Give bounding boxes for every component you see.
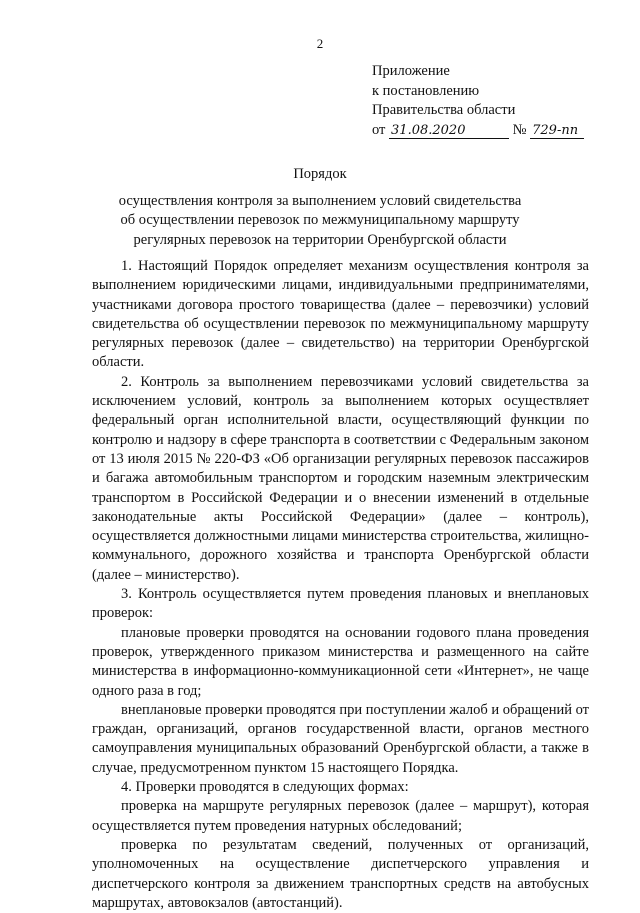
appendix-block [372, 62, 584, 140]
handwritten-number: 729-пп [530, 123, 584, 139]
paragraph: плановые проверки проводятся на основании годового плана проведения проверок, утвержденного приказом министерства и размещенного на сайте министерства в информационно-коммуникационной сети «Интернет», не чаще одного раза в год; [92, 624, 589, 699]
title-line-2: об осуществлении перевозок по межмуниципальному маршруту [120, 212, 520, 228]
number-prefix: № [512, 121, 527, 138]
paragraph: внеплановые проверки проводятся при поступлении жалоб и обращений от граждан, организаций, органов государственной власти, органов местного самоуправления муниципальных образований Оренбургской области, а также в случае, предусмотренном пунктом 15 настоящего Порядка. [92, 701, 590, 776]
page-number: 2 [316, 36, 324, 51]
paragraph: проверка по результатам сведений, полученных от организаций, уполномоченных на осуществление диспетчерского управления и диспетчерского контроля за движением транспортных средств на автобусных маршрутах, автовокзалов (автостанций). [92, 836, 589, 911]
appendix-date-row [372, 121, 584, 141]
appendix-line-2: к постановлению [372, 82, 480, 99]
title-heading: Порядок [293, 166, 347, 182]
paragraph: 2. Контроль за выполнением перевозчиками условий свидетельства за исключением условий, контроль за выполнением которых осуществляет федеральный орган исполнительной власти, осуществляющий функции по контролю и надзору в сфере транспорта в соответствии с Федеральным законом от 13 июля 2015 № 220-ФЗ «Об организации регулярных перевозок пассажиров и багажа автомобильным транспортом и городским наземным электрическим транспортом в Российской Федерации и о внесении изменений в отдельные законодательные акты Российской Федерации» (далее – контроль), осуществляется должностными лицами министерства строительства, жилищно-коммунального, дорожного хозяйства и транспорта Оренбургской области (далее – министерство). [92, 373, 589, 583]
document-body [92, 257, 589, 913]
appendix-line-3: Правительства области [372, 102, 516, 118]
document-title [0, 165, 640, 250]
date-prefix: от [372, 121, 386, 138]
paragraph: проверка на маршруте регулярных перевозок (далее – маршрут), которая осуществляется путем проведения натурных обследований; [92, 798, 589, 834]
paragraph: 1. Настоящий Порядок определяет механизм осуществления контроля за выполнением юридическими лицами, индивидуальными предпринимателями, участниками договора простого товарищества (далее – перевозчики) условий свидетельства об осуществлении перевозок по межмуниципальному маршруту регулярных перевозок (далее – свидетельство) на территории Оренбургской области. [92, 258, 589, 371]
title-line-3: регулярных перевозок на территории Оренбургской области [133, 231, 507, 248]
paragraph: 3. Контроль осуществляется путем проведения плановых и внеплановых проверок: [92, 586, 589, 622]
handwritten-date: 31.08.2020 [389, 123, 509, 139]
title-line-1: осуществления контроля за выполнением условий свидетельства [118, 192, 522, 209]
paragraph: 4. Проверки проводятся в следующих формах: [121, 779, 409, 796]
appendix-line-1: Приложение [372, 63, 450, 79]
